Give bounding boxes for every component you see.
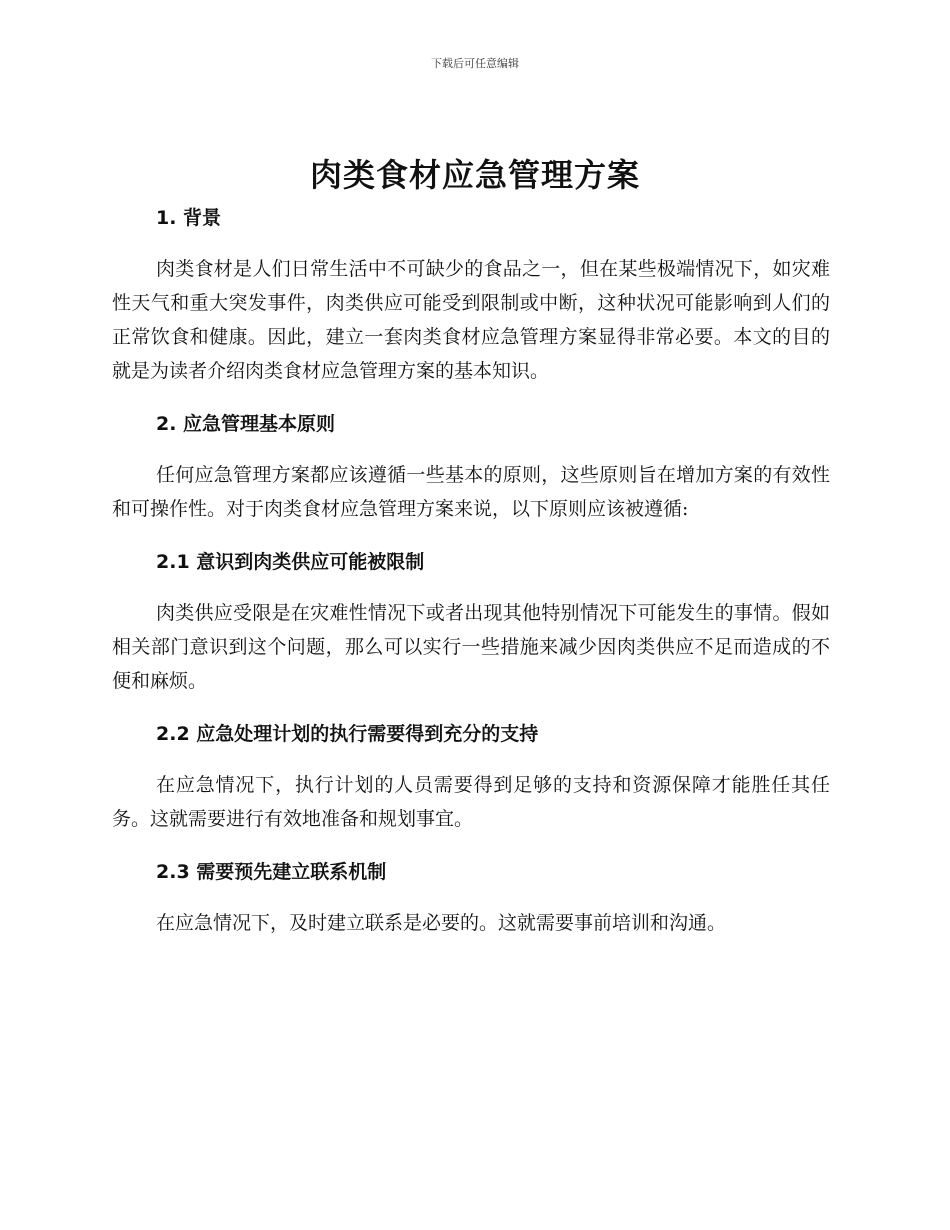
document-title: 肉类食材应急管理方案 [309,156,640,194]
document-body [112,200,830,940]
section-paragraph-2-3: 在应急情况下，及时建立联系是必要的。这就需要事前培训和沟通。 [156,912,727,934]
section-heading-2-3: 2.3 需要预先建立联系机制 [156,861,387,883]
page-header: 下载后可任意编辑 [431,57,519,70]
section-paragraph-background: 肉类食材是人们日常生活中不可缺少的食品之一，但在某些极端情况下，如灾难性天气和重大突发事件，肉类供应可能受到限制或中断，这种状况可能影响到人们的正常饮食和健康。因此，建立一套肉类食材应急管理方案显得非常必要。本文的目的就是为读者介绍肉类食材应急管理方案的基本知识。 [112,258,830,382]
section-heading-2-2: 2.2 应急处理计划的执行需要得到充分的支持 [156,723,539,745]
section-heading-2-1: 2.1 意识到肉类供应可能被限制 [156,551,425,573]
section-paragraph-principles: 任何应急管理方案都应该遵循一些基本的原则，这些原则旨在增加方案的有效性和可操作性。对于肉类食材应急管理方案来说，以下原则应该被遵循: [112,464,830,520]
section-paragraph-2-2: 在应急情况下，执行计划的人员需要得到足够的支持和资源保障才能胜任其任务。这就需要进行有效地准备和规划事宜。 [112,774,830,830]
section-heading-principles: 2. 应急管理基本原则 [156,413,336,435]
section-paragraph-2-1: 肉类供应受限是在灾难性情况下或者出现其他特别情况下可能发生的事情。假如相关部门意识到这个问题，那么可以实行一些措施来减少因肉类供应不足而造成的不便和麻烦。 [112,602,830,692]
section-heading-background: 1. 背景 [156,207,222,229]
